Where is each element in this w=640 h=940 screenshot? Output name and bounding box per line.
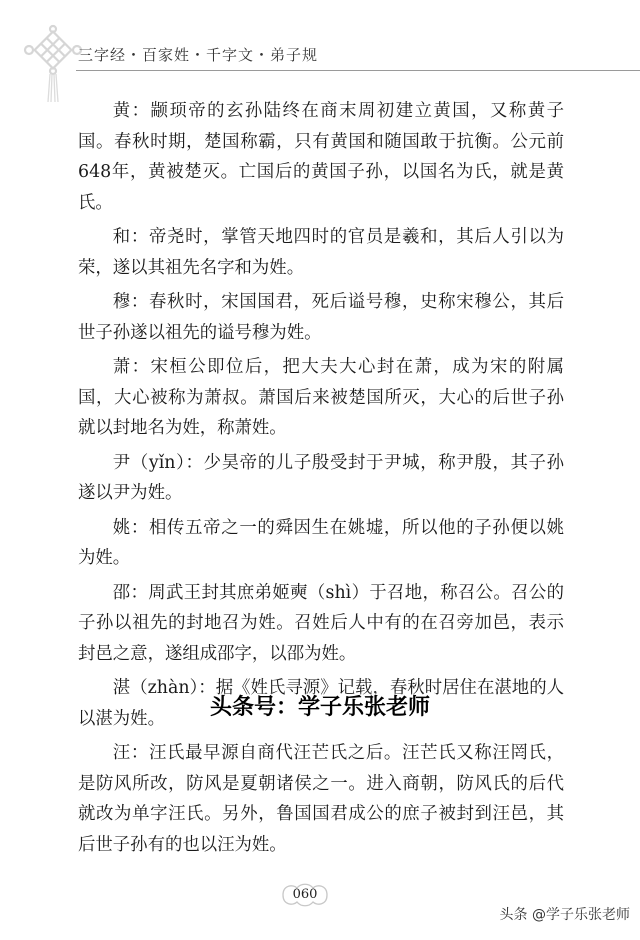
paragraph-he: 和：帝尧时，掌管天地四时的官员是羲和，其后人引以为荣，遂以其祖先名字和为姓。 bbox=[78, 227, 564, 278]
paragraph-xiao: 萧：宋桓公即位后，把大夫大心封在萧，成为宋的附属国，大心被称为萧叔。萧国后来被楚国所灭，大心的后世子孙就以封地名为姓，称萧姓。 bbox=[78, 357, 564, 438]
paragraph-yin: 尹（yǐn）：少昊帝的儿子殷受封于尹城，称尹殷，其子孙遂以尹为姓。 bbox=[78, 452, 564, 503]
footer-credit: 头条 @学子乐张老师 bbox=[499, 907, 630, 923]
page-header bbox=[0, 0, 640, 110]
paragraph-shao: 邵：周武王封其庶弟姬奭（shì）于召地，称召公。召公的子孙以祖先的封地召为姓。召姓后人中有的在召旁加邑，表示封邑之意，遂组成邵字，以邵为姓。 bbox=[78, 582, 564, 664]
page-number: 060 bbox=[292, 887, 318, 902]
paragraph-yao: 姚：相传五帝之一的舜因生在姚墟，所以他的子孙便以姚为姓。 bbox=[78, 517, 564, 568]
main-text bbox=[78, 96, 564, 864]
book-title: 三字经・百家姓・千字文・弟子规 bbox=[78, 46, 319, 64]
paragraph-huang: 黄：颛顼帝的玄孙陆终在商末周初建立黄国，又称黄子国。春秋时期，楚国称霸，只有黄国和随国敢于抗衡。公元前648年，黄被楚灭。亡国后的黄国子孙，以国名为氏，就是黄氏。 bbox=[78, 101, 564, 213]
paragraph-mu: 穆：春秋时，宋国国君，死后谥号穆，史称宋穆公，其后世子孙遂以祖先的谥号穆为姓。 bbox=[78, 292, 564, 343]
page-number-badge bbox=[275, 880, 335, 910]
watermark-text: 头条号：学子乐张老师 bbox=[209, 695, 430, 720]
header-divider bbox=[76, 70, 640, 71]
paragraph-zhan: 湛（zhàn）：据《姓氏寻源》记载，春秋时居住在湛地的人以湛为姓。 bbox=[78, 678, 564, 729]
paragraph-wang: 汪：汪氏最早源自商代汪芒氏之后。汪芒氏又称汪罔氏，是防风所改，防风是夏朝诸侯之一。进入商朝，防风氏的后代就改为单字汪氏。另外，鲁国国君成公的庶子被封到汪邑，其后世子孙有的也以汪为姓。 bbox=[78, 743, 564, 855]
